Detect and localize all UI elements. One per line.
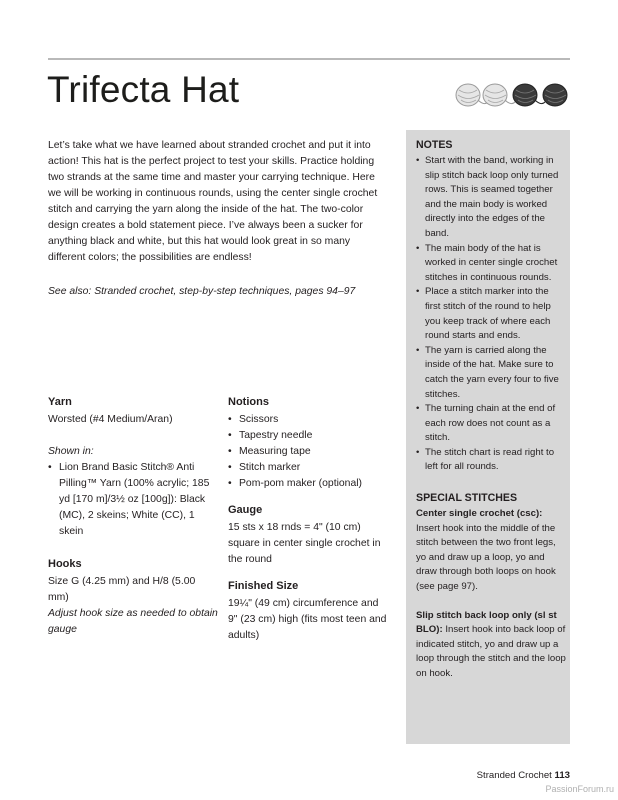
notes-heading: NOTES (416, 139, 453, 151)
special-stitches-heading: SPECIAL STITCHES (416, 492, 518, 505)
intro-text: Let’s take what we have learned about stranded crochet and put it into action! This hat is the perfect project to test your skills. Practice holding two strands at the same time and master your carrying technique. Here we will be working in continuous rounds, using the center single crochet stitch and carrying the yarn along the inside of the hat. The two-color design creates a bold statement piece. I’ve always been a sucker for anything black and white, but this hat would look great in so many different colors; the possibilities are endless! (48, 140, 378, 263)
notes-list (416, 154, 566, 475)
notes-panel (406, 130, 570, 744)
notion-item: • Scissors (228, 412, 388, 428)
finished-size-text: 19¼" (49 cm) circumference and 9" (23 cm) high (fits most teen and adults) (228, 598, 387, 641)
gauge-text: 15 sts x 18 rnds = 4" (10 cm) square in center single crochet in the round (228, 522, 381, 565)
note-item: • The main body of the hat is worked in center single crochet stitches in continuous rounds. (416, 242, 566, 286)
notions-heading: Notions (228, 396, 269, 408)
notions-list (228, 412, 388, 492)
hook-note: Adjust hook size as needed to obtain gauge (48, 608, 218, 635)
slst-text: Insert hook into back loop of indicated stitch, yo and draw up a loop through the stitch and the loop on hook. (416, 624, 566, 679)
page-footer (477, 770, 570, 781)
skein-dark-icon (513, 84, 545, 106)
yarn-heading: Yarn (48, 396, 72, 408)
notion-item: • Measuring tape (228, 444, 388, 460)
watermark: PassionForum.ru (545, 784, 614, 794)
csc-text: Insert hook into the middle of the stitch between the two front legs, yo and draw up a loop, yo and draw through both loops on hook (see page 97). (416, 522, 556, 593)
materials-right-column (228, 394, 388, 644)
note-item: • The yarn is carried along the inside of the hat. Make sure to catch the yarn every four to five stitches. (416, 344, 566, 402)
notion-item: • Pom-pom maker (optional) (228, 476, 388, 492)
note-item: • The stitch chart is read right to left for all rounds. (416, 446, 566, 475)
yarn-skein-icons (454, 78, 572, 108)
notion-item: • Stitch marker (228, 460, 388, 476)
top-rule (48, 58, 570, 60)
finished-size-heading: Finished Size (228, 580, 299, 592)
gauge-heading: Gauge (228, 504, 263, 516)
slst-definition (416, 609, 566, 682)
hooks-heading: Hooks (48, 558, 82, 570)
skein-light-icon (483, 84, 515, 106)
note-item: • Place a stitch marker into the first stitch of the round to help you keep track of where each round starts and ends. (416, 285, 566, 343)
intro-paragraph (48, 138, 388, 266)
materials-left-column (48, 394, 218, 638)
yarn-list (48, 460, 218, 540)
note-item: • The turning chain at the end of each row does not count as a stitch. (416, 402, 566, 446)
slst-term: Slip stitch back loop only (sl st BLO): (416, 609, 557, 636)
yarn-weight: Worsted (#4 Medium/Aran) (48, 414, 173, 425)
see-also: See also: Stranded crochet, step-by-step techniques, pages 94–97 (48, 286, 356, 297)
csc-definition (416, 507, 566, 595)
page-number: 113 (554, 770, 570, 781)
page-title: Trifecta Hat (47, 69, 240, 110)
note-item: • Start with the band, working in slip stitch back loop only turned rows. This is seamed together and the main body is worked directly into the edges of the band. (416, 154, 566, 242)
notion-item: • Tapestry needle (228, 428, 388, 444)
hook-size: Size G (4.25 mm) and H/8 (5.00 mm) (48, 576, 196, 603)
csc-term: Center single crochet (csc): (416, 508, 543, 520)
skein-dark-icon (543, 84, 567, 106)
yarn-item: • Lion Brand Basic Stitch® Anti Pilling™ Yarn (100% acrylic; 185 yd [170 m]/3½ oz [100g]): Black (MC), 2 skeins; White (CC), 1 skein (48, 460, 218, 540)
footer-section: Stranded Crochet (476, 770, 552, 781)
shown-in-label: Shown in: (48, 446, 94, 457)
